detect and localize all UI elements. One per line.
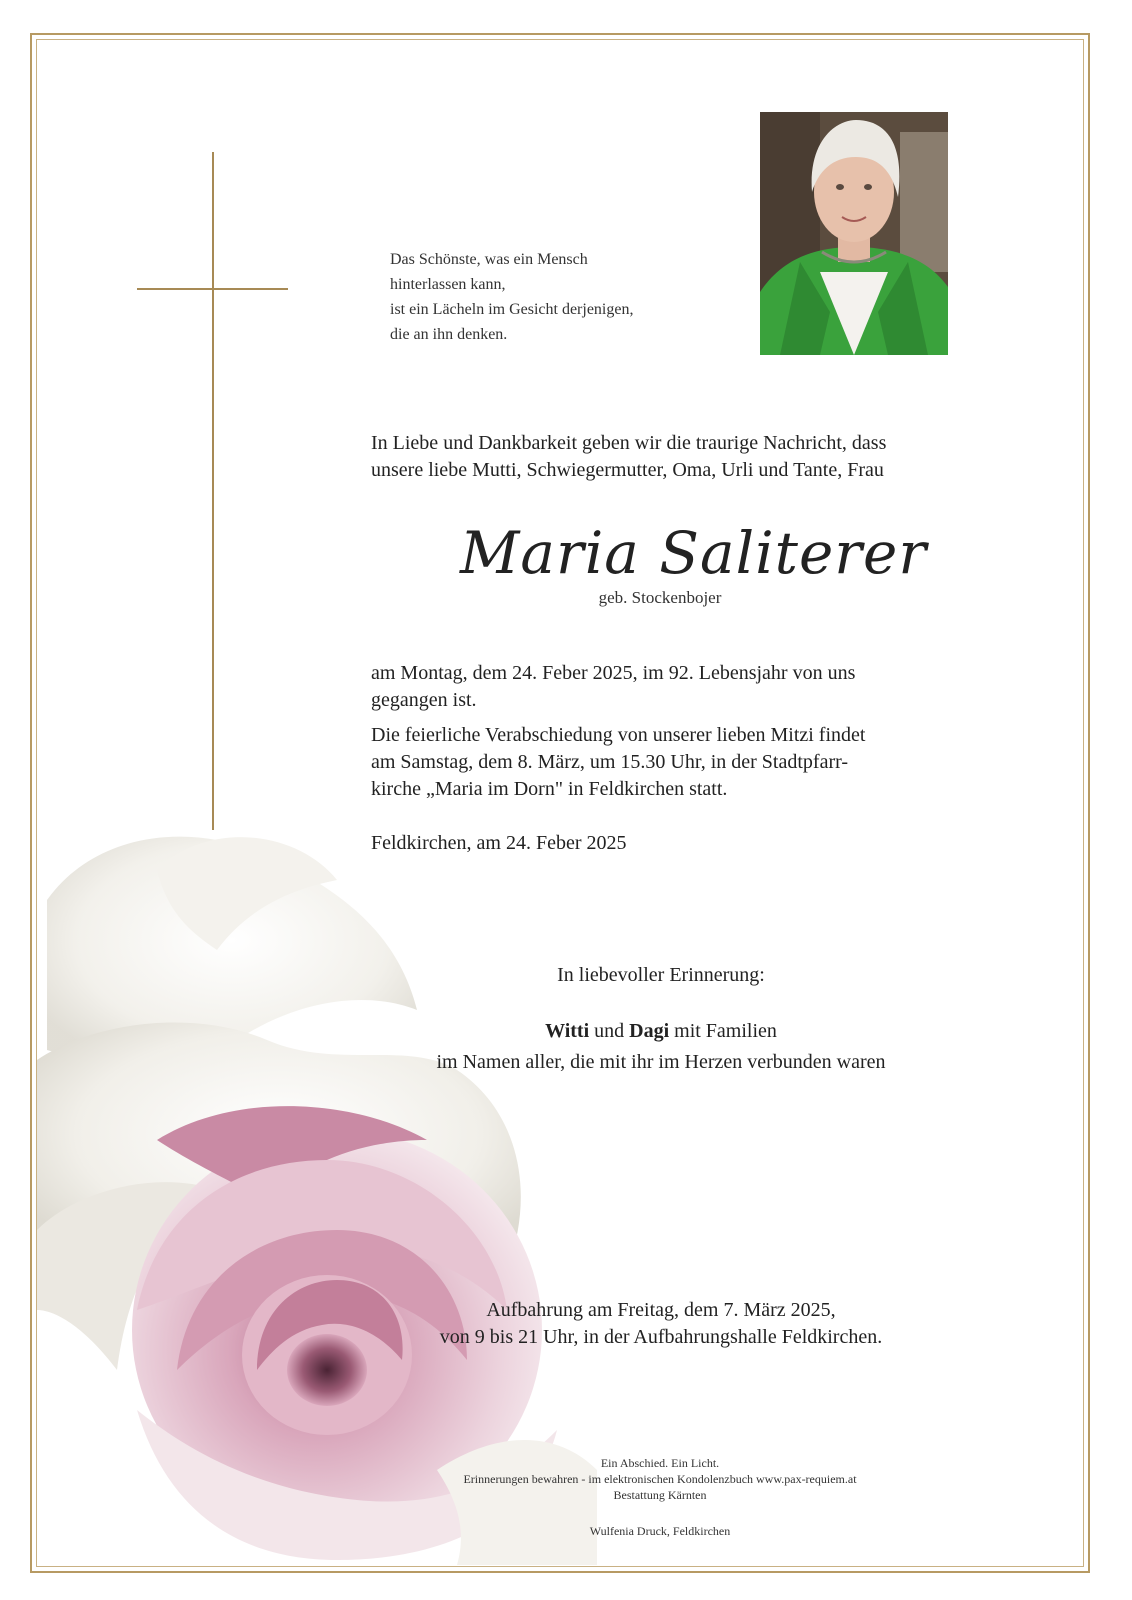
survivors-line xyxy=(300,1016,1022,1046)
death-line: am Montag, dem 24. Feber 2025, im 92. Lebensjahr von uns xyxy=(371,662,856,684)
survivor-name: Dagi xyxy=(629,1020,670,1042)
cross-horizontal-bar xyxy=(137,288,288,290)
footer-undertaker: Bestattung Kärnten xyxy=(613,1488,707,1502)
footer-condolence: Erinnerungen bewahren - im elektronischen Kondolenzbuch www.pax-requiem.at xyxy=(463,1472,857,1486)
quote-line: Das Schönste, was ein Mensch xyxy=(390,251,588,268)
ceremony-line: Die feierliche Verabschiedung von unserer lieben Mitzi findet xyxy=(371,724,866,746)
birth-name: geb. Stockenbojer xyxy=(598,588,722,607)
quote-line: hinterlassen kann, xyxy=(390,276,506,293)
death-line: gegangen ist. xyxy=(371,689,477,711)
ceremony-line: am Samstag, dem 8. März, um 15.30 Uhr, in der Stadtpfarr- xyxy=(371,751,849,773)
footer-slogan: Ein Abschied. Ein Licht. xyxy=(600,1456,720,1470)
ceremony-line: kirche „Maria im Dorn" in Feldkirchen statt. xyxy=(371,778,728,800)
survivor-connector: und xyxy=(594,1020,625,1042)
survivor-name: Witti xyxy=(545,1020,590,1042)
announcement-line: In Liebe und Dankbarkeit geben wir die traurige Nachricht, dass xyxy=(371,432,887,454)
cross-vertical-bar xyxy=(212,152,214,830)
viewing-line: Aufbahrung am Freitag, dem 7. März 2025, xyxy=(486,1299,836,1321)
deceased-name: Maria Saliterer xyxy=(460,519,928,587)
quote-line: die an ihn denken. xyxy=(390,326,508,343)
place-date: Feldkirchen, am 24. Feber 2025 xyxy=(371,832,627,854)
rose-image xyxy=(37,810,597,1565)
memorial-quote xyxy=(390,247,710,347)
remembrance-heading: In liebevoller Erinnerung: xyxy=(557,964,765,986)
viewing-line: von 9 bis 21 Uhr, in der Aufbahrungshalle Feldkirchen. xyxy=(439,1326,883,1348)
ceremony-notice xyxy=(371,722,865,803)
announcement-text xyxy=(371,430,886,484)
survivor-suffix: mit Familien xyxy=(674,1020,777,1042)
announcement-line: unsere liebe Mutti, Schwiegermutter, Oma, Urli und Tante, Frau xyxy=(371,459,884,481)
survivors-subline: im Namen aller, die mit ihr im Herzen verbunden waren xyxy=(436,1051,886,1073)
portrait-photo xyxy=(760,112,948,355)
quote-line: ist ein Lächeln im Gesicht derjenigen, xyxy=(390,301,634,318)
footer-printer: Wulfenia Druck, Feldkirchen xyxy=(589,1524,731,1538)
death-notice xyxy=(371,660,855,714)
